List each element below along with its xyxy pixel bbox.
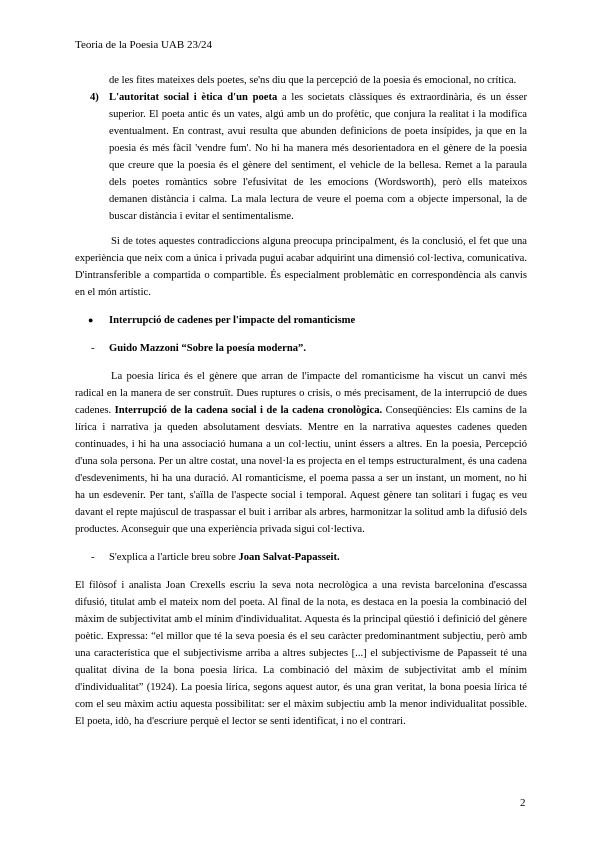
dash-item-salvat-text: S'explica a l'article breu sobre (109, 552, 239, 563)
paragraph-lirica-part1: La poesia lírica és el gènere que arran de l'impacte del romanticisme ha viscut un canvi més radical en la manera de ser construït. Dues ruptures o crisis, o més precisament, de la interrupció de dues cadenes. (75, 371, 527, 416)
dash-marker: - (91, 552, 95, 563)
dash-item-mazzoni (75, 340, 527, 357)
page-header: Teoria de la Poesia UAB 23/24 (75, 39, 213, 51)
numbered-item-4 (75, 89, 527, 225)
item-number: 4) (90, 92, 99, 103)
paragraph-lirica-bold: Interrupció de la cadena social i de la cadena cronològica. (114, 405, 383, 416)
dash-item-mazzoni-label: Guido Mazzoni “Sobre la poesía moderna”. (109, 343, 306, 354)
document-body (75, 72, 527, 730)
paragraph-lirica-part2: Conseqüències: Els camins de la lírica i narrativa ja queden absolutament desviats. Mentre en la narrativa aquestes cadenes queden continuades, i hi ha una associació humana a un col·lectiu, unint éssers a altres. En la poesia, Percepció d'una sola persona. Per un altre costat, una novel·la es projecta en el temps estructuralment, és una cadena d'esdeveniments, hi ha una duració. Al romanticisme, el poema passa a ser un instant, un moment, no hi ha un esdevenir. Per tant, s'aïlla de l'aspecte social i temporal. Aquest gènere tan solitari i fugaç es veu davant el repte majúscul de traspassar el buit i arribar als arbres, harmonitzar la solitud amb la difusió dels productes. Aconseguir que una experiència privada sigui col·lectiva. (75, 405, 528, 535)
bullet-icon: ● (88, 315, 94, 325)
paragraph-crexells: El filòsof i analista Joan Crexells escriu la seva nota necrològica a una revista barcelonina d'escassa difusió, titulat amb el mateix nom del poeta. Al final de la nota, es destaca en la poesia la combinació del màxim de subjectivitat amb el mínim d'individualitat. Aquesta és la principal qüestió i definició del gènere poètic. Expressa: “el millor que té la seva poesia és el seu caràcter predominantment subjectiu, però amb una característica que el subjectivisme arriba a altres subjectes [...] el subjectivisme de Papasseit té una qualitat divina de la bona poesia lírica. La combinació del màxim de subjectivitat amb el mínim d'individualitat” (1924). La poesia lírica, segons aquest autor, és una gran veritat, la bona poesia lírica té com el seu màxim actiu aquesta possibilitat: ser el màxim subjectiu amb la menor individualitat possible. El poeta, idò, ha d'escriure perquè el lector se senti identificat, i no el contrari. (75, 580, 527, 727)
paragraph-contradictions: Si de totes aquestes contradiccions alguna preocupa principalment, és la conclusió, el fet que una experiència que neix com a única i privada pugui acabar adquirint una dimensió col·lectiva, comunicativa. D'intransferible a compartida o compartible. És especialment problemàtic en correspondència als canvis en el món artístic. (75, 236, 527, 298)
paragraph-continuation: de les fites mateixes dels poetes, se'ns diu que la percepció de la poesia és emocional, no crítica. (109, 75, 517, 86)
item-4-bold-lead: L'autoritat social i ètica d'un poeta (109, 92, 278, 103)
item-4-text: a les societats clàssiques és extraordinària, és un ésser superior. El poeta antic és un vates, algú amb un do profètic, que conjura la realitat i la modifica eventualment. En contrast, avui resulta que abunden definicions de poeta insípides, ja que en la poesia és més fàcil 'vendre fum'. No hi ha manera més desorientadora en el gènere de la poesia que creure que la poesia és el gènere del sentiment, el vehicle de la bellesa. Remet a la paraula dels poetes romàntics sobre l'efusivitat de les emocions (Wordsworth), però ells mateixos demanen distància i calma. La mala lectura de veure el poema com a objecte impersonal, la de buscar distància i evitar el sentimentalisme. (109, 92, 527, 222)
page-number: 2 (520, 797, 526, 809)
dash-item-salvat (75, 549, 527, 566)
bullet-label: Interrupció de cadenes per l'impacte del romanticisme (109, 315, 356, 326)
bullet-item (75, 312, 527, 329)
paragraph-lirica (75, 368, 527, 538)
dash-marker: - (91, 343, 95, 354)
dash-item-salvat-bold: Joan Salvat-Papasseit. (238, 552, 340, 563)
